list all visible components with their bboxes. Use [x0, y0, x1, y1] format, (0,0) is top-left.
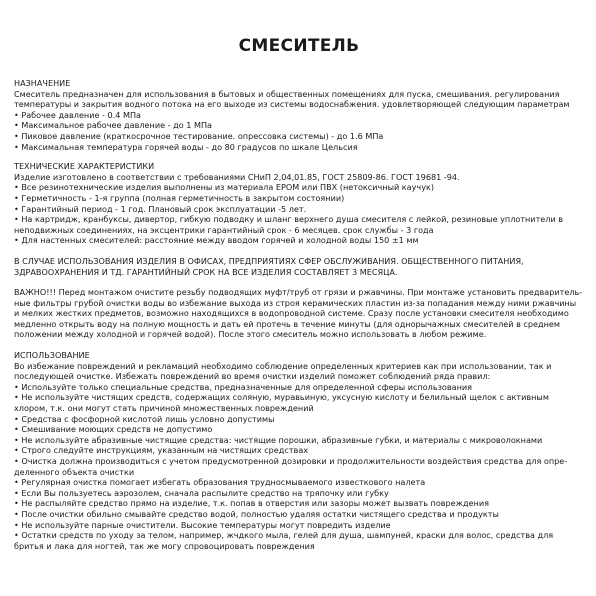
specs-line: Изделие изготовлено в соответствии с требованиями СНиП 2,04,01.85, ГОСТ 25809-86. ГОСТ 19681 -94. [14, 171, 460, 182]
usage-line: • После очистки обильно смывайте средство водой, полностью удаляя остатки чистящего средства и продукты [14, 508, 499, 519]
specs-line: • Герметичность - 1-я группа (полная герметичность в закрытом состоянии) [14, 192, 345, 203]
specs-line: • Для настенных смесителей: расстояние между вводом горячей и холодной воды 150 ±1 мм [14, 235, 419, 246]
usage-line: • Регулярная очистка помогает избегать образования трудносмываемого известкового налета [14, 477, 426, 488]
important-line: и мелких жестких предметов, возможно находящихся в водопроводной системе. Сразу после установки смесителя необходимо [14, 308, 569, 319]
specs-line: • На картридж, кранбуксы, дивертор, гибкую подводку и шланг верхнего душа смесителя с лейкой, резиновые уплотнители в [14, 214, 564, 225]
document-title: СМЕСИТЕЛЬ [238, 36, 360, 56]
purpose-line: Смеситель предназначен для использования в бытовых и общественных помещениях для пуска, смешивания. регулирования [14, 88, 560, 99]
usage-line: • Смешивание моющих средств не допустимо [14, 424, 213, 435]
usage-line: • Остатки средств по уходу за телом, например, жчдкого мыла, гелей для душа, шампуней, краски для волос, средства для [14, 530, 554, 541]
important-section [14, 287, 584, 340]
usage-line: Во избежание повреждений и рекламаций необходимо соблюдение определенных критериев как при использовании, так и [14, 360, 552, 371]
purpose-line: • Максимальная температура горячей воды - до 80 градусов по шкале Цельсия [14, 141, 358, 152]
usage-line: хлором, т.к. они могут стать причиной множественных повреждений [14, 403, 314, 414]
usage-line: • Если Вы пользуетесь аэрозолем, сначала распылите средство на тряпочку или губку [14, 487, 389, 498]
office-notice-line: В СЛУЧАЕ ИСПОЛЬЗОВАНИЯ ИЗДЕЛИЯ В ОФИСАХ, ПРЕДПРИЯТИЯХ СФЕР ОБСЛУЖИВАНИЯ. ОБЩЕСТВЕННОГО ПИТАНИЯ, [14, 255, 524, 266]
purpose-line: • Рабочее давление - 0.4 МПа [14, 109, 141, 120]
usage-line: деленного объекта очистки [14, 466, 135, 477]
usage-line: последующей очистке. Избежать повреждений во время очистки изделий поможет соблюдений ряда правил: [14, 371, 491, 382]
specs-section [14, 161, 584, 246]
specs-heading: ТЕХНИЧЕСКИЕ ХАРАКТЕРИСТИКИ [14, 161, 155, 172]
usage-line: • Средства с фосфорной кислотой лишь условно допустимы [14, 413, 275, 424]
usage-section [14, 350, 584, 551]
important-line: положении между холодной и горячей водой). После этого смеситель можно использовать в любом режиме. [14, 329, 487, 340]
office-notice-line: ЗДРАВООХРАНЕНИЯ И ТД. ГАРАНТИЙНЫЙ СРОК НА ВСЕ ИЗДЕЛИЯ СОСТАВЛЯЕТ 3 МЕСЯЦА. [14, 266, 398, 277]
usage-heading: ИСПОЛЬЗОВАНИЕ [14, 350, 90, 361]
purpose-section [14, 78, 584, 152]
usage-line: • Строго следуйте инструкциям, указанным на чистящих средствах [14, 445, 309, 456]
usage-line: • Не используйте парные очистители. Высокие температуры могут повредить изделие [14, 519, 391, 530]
purpose-line: • Пиковое давление (краткосрочное тестирование. опрессовка системы) - до 1.6 МПа [14, 130, 384, 141]
important-line: медленно открыть воду на полную мощность и дать ей протечь в течение минуты (для однорычажных смесителей в среднем [14, 318, 560, 329]
specs-line: неподвижных соединениях, на эксцентрики гарантийный срок - 6 месяцев. срок службы - 3 года [14, 224, 434, 235]
specs-line: • Все резинотехнические изделия выполнены из материала ЕРОМ или ПВХ (нетоксичный каучук) [14, 182, 435, 193]
usage-line: • Не используйте абразивные чистящие средства: чистящие порошки, абразивные губки, и материалы с микроволокнами [14, 434, 543, 445]
usage-line: • Используйте только специальные средства, предназначенные для определенной сферы использования [14, 381, 473, 392]
office-notice-section [14, 256, 584, 277]
usage-line: • Очистка должна производиться с учетом предусмотренной дозировки и продолжительности воздействия средства для опре- [14, 456, 568, 466]
important-line: ВАЖНО!!! Перед монтажом очистите резьбу подводящих муфт/труб от грязи и ржавчины. При монтаже установить предваритель- [14, 287, 583, 298]
usage-line: бритья и лака для ногтей, так же могу спровоцировать повреждения [14, 540, 315, 551]
purpose-heading: НАЗНАЧЕНИЕ [14, 78, 71, 88]
purpose-line: температуры и закрытия водного потока на его выходе из системы водоснабжения. удовлетворяющей следующим параметрам [14, 99, 570, 110]
usage-line: • Не используйте чистящих средств, содержащих соляную, муравьиную, уксусную кислоту и белильный щелок с активным [14, 392, 549, 403]
purpose-line: • Максимальное рабочее давление - до 1 МПа [14, 120, 212, 131]
important-line: ные фильтры грубой очистки воды во избежание выхода из строя керамических пластин из-за попадания между ними ржавчины [14, 297, 577, 308]
usage-line: • Не распыляйте средство прямо на изделие, т.к. попав в отверстия или зазоры может вызвать повреждения [14, 498, 489, 509]
specs-line: • Гарантийный период - 1 год. Плановый срок эксплуатации -5 лет. [14, 203, 307, 214]
